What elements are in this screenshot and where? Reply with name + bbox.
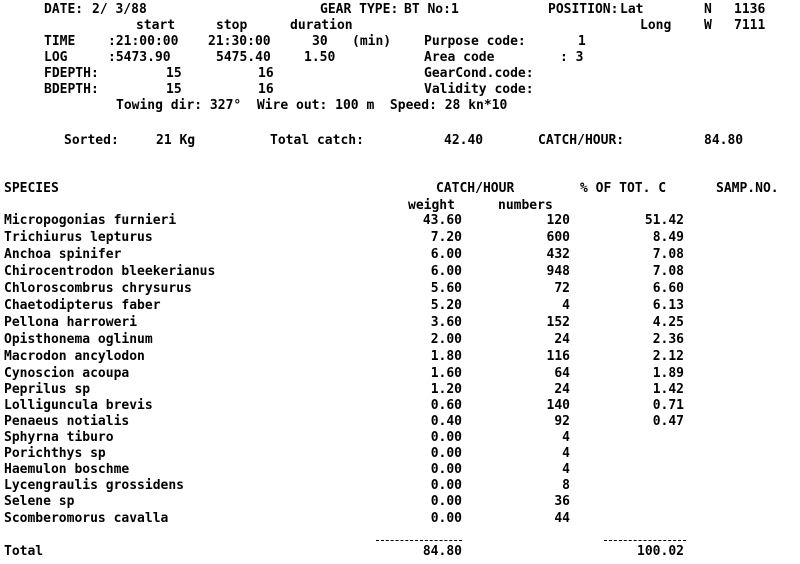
time-label: TIME <box>44 34 76 49</box>
species-name: Opisthonema oglinum <box>4 332 153 347</box>
total-label: Total <box>4 544 44 559</box>
pct-value: 4.25 <box>652 315 684 330</box>
area-code-value: : 3 <box>560 50 584 65</box>
numbers-value: 4 <box>562 298 570 313</box>
pct-value: 7.08 <box>652 264 684 279</box>
species-name: Peprilus sp <box>4 382 91 397</box>
weight-value: 5.20 <box>430 298 462 313</box>
weight-value: 0.40 <box>430 414 462 429</box>
sorted-value: 21 Kg <box>156 133 196 148</box>
pct-value: 0.71 <box>652 398 684 413</box>
numbers-value: 24 <box>554 382 570 397</box>
long-value: 7111 <box>734 18 766 33</box>
col-duration-header: duration <box>290 18 353 33</box>
numbers-value: 8 <box>562 478 570 493</box>
species-name: Pellona harroweri <box>4 315 138 330</box>
weight-value: 0.60 <box>430 398 462 413</box>
bdepth-start: 15 <box>166 82 182 97</box>
species-name: Scomberomorus cavalla <box>4 511 169 526</box>
species-name: Chaetodipterus faber <box>4 298 161 313</box>
area-code-label: Area code <box>424 50 495 65</box>
species-name: Lycengraulis grossidens <box>4 478 185 493</box>
numbers-value: 948 <box>546 264 570 279</box>
numbers-value: 152 <box>546 315 570 330</box>
pct-value: 6.13 <box>652 298 684 313</box>
numbers-value: 36 <box>554 494 570 509</box>
numbers-value: 120 <box>546 213 570 228</box>
weight-value: 1.20 <box>430 382 462 397</box>
catch-hour-label: CATCH/HOUR: <box>538 133 625 148</box>
species-name: Micropogonias furnieri <box>4 213 177 228</box>
weight-value: 0.00 <box>430 446 462 461</box>
pct-value: 1.42 <box>652 382 684 397</box>
numbers-header: numbers <box>498 198 553 213</box>
fdepth-stop: 16 <box>258 66 274 81</box>
total-pct-rule <box>604 540 686 541</box>
total-weight-rule <box>376 540 462 541</box>
species-name: Lolliguncula brevis <box>4 398 153 413</box>
log-stop: 5475.40 <box>216 50 271 65</box>
weight-value: 43.60 <box>422 213 462 228</box>
weight-value: 0.00 <box>430 430 462 445</box>
total-catch-value: 42.40 <box>444 133 484 148</box>
species-name: Porichthys sp <box>4 446 106 461</box>
log-start: :5473.90 <box>108 50 171 65</box>
weight-value: 3.60 <box>430 315 462 330</box>
lat-value: 1136 <box>734 2 766 17</box>
species-name: Chloroscombrus chrysurus <box>4 281 192 296</box>
pct-value: 7.08 <box>652 247 684 262</box>
lat-hemisphere: N <box>704 2 712 17</box>
numbers-value: 44 <box>554 511 570 526</box>
long-hemisphere: W <box>704 18 712 33</box>
gear-type-label: GEAR TYPE: <box>320 2 399 17</box>
numbers-value: 600 <box>546 230 570 245</box>
pct-value: 0.47 <box>652 414 684 429</box>
log-label: LOG <box>44 50 68 65</box>
numbers-value: 4 <box>562 430 570 445</box>
weight-value: 7.20 <box>430 230 462 245</box>
catch-hour-value: 84.80 <box>704 133 744 148</box>
date-value: 2/ 3/88 <box>92 2 147 17</box>
pct-value: 2.12 <box>652 349 684 364</box>
pct-header: % OF TOT. C <box>580 181 667 196</box>
fdepth-start: 15 <box>166 66 182 81</box>
col-stop-header: stop <box>216 18 248 33</box>
pct-value: 1.89 <box>652 366 684 381</box>
numbers-value: 72 <box>554 281 570 296</box>
pct-value: 6.60 <box>652 281 684 296</box>
numbers-value: 116 <box>546 349 570 364</box>
total-catch-label: Total catch: <box>270 133 364 148</box>
species-name: Sphyrna tiburo <box>4 430 114 445</box>
time-duration: 30 <box>312 34 328 49</box>
weight-value: 0.00 <box>430 494 462 509</box>
weight-value: 0.00 <box>430 478 462 493</box>
numbers-value: 92 <box>554 414 570 429</box>
weight-value: 5.60 <box>430 281 462 296</box>
species-name: Selene sp <box>4 494 75 509</box>
total-pct: 100.02 <box>637 544 684 559</box>
validity-label: Validity code: <box>424 82 534 97</box>
weight-header: weight <box>408 198 455 213</box>
purpose-code-value: 1 <box>578 34 586 49</box>
species-name: Chirocentrodon bleekerianus <box>4 264 216 279</box>
species-name: Haemulon boschme <box>4 462 130 477</box>
numbers-value: 24 <box>554 332 570 347</box>
bdepth-stop: 16 <box>258 82 274 97</box>
weight-value: 6.00 <box>430 264 462 279</box>
col-start-header: start <box>136 18 176 33</box>
bdepth-label: BDEPTH: <box>44 82 99 97</box>
date-label: DATE: <box>44 2 84 17</box>
numbers-value: 140 <box>546 398 570 413</box>
species-header: SPECIES <box>4 181 59 196</box>
time-start: :21:00:00 <box>108 34 179 49</box>
species-name: Macrodon ancylodon <box>4 349 145 364</box>
weight-value: 1.60 <box>430 366 462 381</box>
pct-value: 51.42 <box>644 213 684 228</box>
weight-value: 1.80 <box>430 349 462 364</box>
weight-value: 6.00 <box>430 247 462 262</box>
numbers-value: 4 <box>562 446 570 461</box>
lat-label: Lat <box>620 2 644 17</box>
long-label: Long <box>640 18 672 33</box>
pct-value: 8.49 <box>652 230 684 245</box>
catch-hour-header: CATCH/HOUR <box>436 181 515 196</box>
species-name: Anchoa spinifer <box>4 247 122 262</box>
sorted-label: Sorted: <box>64 133 119 148</box>
species-name: Trichiurus lepturus <box>4 230 153 245</box>
pct-value: 2.36 <box>652 332 684 347</box>
fdepth-label: FDEPTH: <box>44 66 99 81</box>
time-unit: (min) <box>352 34 392 49</box>
log-duration: 1.50 <box>304 50 336 65</box>
weight-value: 0.00 <box>430 511 462 526</box>
time-stop: 21:30:00 <box>208 34 271 49</box>
weight-value: 2.00 <box>430 332 462 347</box>
species-name: Cynoscion acoupa <box>4 366 130 381</box>
gear-type-value: BT No:1 <box>404 2 459 17</box>
purpose-code-label: Purpose code: <box>424 34 526 49</box>
towing-line: Towing dir: 327° Wire out: 100 m Speed: 28 kn*10 <box>116 98 508 113</box>
total-weight: 84.80 <box>422 544 462 559</box>
numbers-value: 4 <box>562 462 570 477</box>
weight-value: 0.00 <box>430 462 462 477</box>
gear-cond-label: GearCond.code: <box>424 66 534 81</box>
numbers-value: 432 <box>546 247 570 262</box>
species-name: Penaeus notialis <box>4 414 130 429</box>
position-label: POSITION: <box>548 2 619 17</box>
samp-header: SAMP.NO. <box>716 181 779 196</box>
numbers-value: 64 <box>554 366 570 381</box>
